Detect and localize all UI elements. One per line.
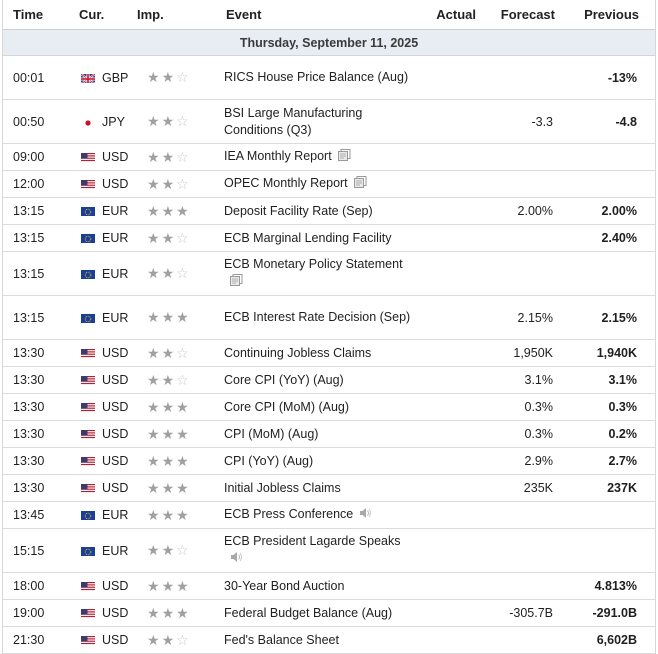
event-time: 13:30	[13, 481, 45, 495]
speaker-icon[interactable]	[230, 551, 243, 568]
importance-star-icon: ★	[147, 542, 160, 558]
currency-code: USD	[102, 633, 129, 647]
event-forecast: 0.3%	[524, 427, 553, 441]
importance-star-icon: ★	[161, 148, 175, 165]
event-previous: 2.40%	[601, 231, 637, 245]
event-name-text[interactable]: ECB President Lagarde Speaks	[224, 534, 401, 549]
table-header	[3, 0, 655, 30]
event-importance	[135, 345, 224, 362]
currency-code: EUR	[102, 508, 129, 522]
event-name[interactable]	[224, 69, 414, 86]
importance-star-icon: ★	[176, 479, 189, 496]
event-name[interactable]	[224, 632, 414, 649]
event-time: 13:15	[13, 266, 45, 281]
event-time: 00:50	[13, 114, 45, 129]
importance-star-icon: ★	[161, 113, 175, 129]
event-row[interactable]	[3, 252, 655, 296]
currency-code: EUR	[102, 204, 129, 218]
eu-flag-icon	[81, 510, 95, 520]
currency-code: USD	[102, 177, 129, 191]
currency-code: USD	[102, 427, 129, 441]
event-time: 19:00	[13, 606, 45, 620]
us-flag-icon	[81, 402, 95, 412]
event-name-text[interactable]: Core CPI (MoM) (Aug)	[224, 399, 350, 414]
importance-star-icon: ☆	[176, 69, 189, 85]
event-row[interactable]	[3, 421, 655, 448]
event-previous: 0.3%	[608, 400, 637, 414]
event-forecast: 235K	[523, 481, 553, 495]
eu-flag-icon	[81, 206, 95, 216]
importance-star-icon: ★	[161, 577, 175, 594]
event-row[interactable]	[3, 573, 655, 600]
event-rows	[3, 56, 655, 654]
event-row[interactable]	[3, 367, 655, 394]
us-flag-icon	[81, 456, 95, 466]
event-time: 13:30	[13, 400, 45, 414]
event-name[interactable]	[224, 256, 414, 290]
importance-star-icon: ☆	[176, 265, 189, 281]
event-forecast: 0.3%	[524, 400, 553, 414]
event-forecast: 2.9%	[524, 454, 553, 468]
importance-star-icon: ★	[147, 69, 160, 85]
event-name[interactable]	[224, 175, 414, 192]
header-currency[interactable]: Cur.	[79, 7, 105, 22]
speaker-icon[interactable]	[359, 507, 372, 524]
event-name[interactable]	[224, 480, 414, 497]
event-previous: 2.15%	[601, 310, 637, 325]
importance-star-icon: ★	[147, 577, 160, 594]
importance-star-icon: ★	[161, 479, 175, 496]
event-currency	[69, 71, 135, 85]
eu-flag-icon	[81, 269, 95, 279]
event-forecast: 2.15%	[517, 310, 553, 325]
event-time: 21:30	[13, 633, 45, 647]
event-currency	[69, 373, 135, 387]
event-name-text[interactable]: IEA Monthly Report	[224, 149, 332, 164]
event-currency	[69, 454, 135, 468]
currency-code: USD	[102, 150, 129, 164]
us-flag-icon	[81, 375, 95, 385]
us-flag-icon	[81, 348, 95, 358]
us-flag-icon	[81, 483, 95, 493]
importance-star-icon: ★	[176, 425, 189, 442]
event-importance	[135, 426, 224, 443]
us-flag-icon	[81, 429, 95, 439]
event-previous: 6,602B	[596, 633, 637, 647]
event-name-text[interactable]: ECB Marginal Lending Facility	[224, 230, 392, 245]
jp-flag-icon	[81, 117, 95, 127]
event-name[interactable]	[224, 230, 414, 247]
event-time: 13:30	[13, 454, 45, 468]
event-importance	[135, 542, 224, 559]
event-name-text[interactable]: Continuing Jobless Claims	[224, 345, 372, 360]
header-previous[interactable]: Previous	[584, 7, 639, 22]
event-previous: 237K	[607, 481, 637, 495]
currency-code: JPY	[102, 114, 125, 129]
currency-code: USD	[102, 373, 129, 387]
importance-star-icon: ★	[176, 398, 189, 415]
importance-star-icon: ☆	[176, 371, 189, 388]
importance-star-icon: ★	[147, 229, 160, 246]
event-importance	[135, 230, 224, 247]
event-currency	[69, 633, 135, 647]
event-row[interactable]	[3, 627, 655, 654]
importance-star-icon: ★	[147, 175, 160, 192]
header-forecast[interactable]: Forecast	[500, 7, 555, 22]
eu-flag-icon	[81, 313, 95, 323]
currency-code: EUR	[102, 266, 129, 281]
event-importance	[135, 372, 224, 389]
event-row[interactable]	[3, 475, 655, 502]
event-importance	[135, 480, 224, 497]
event-previous: 3.1%	[608, 373, 637, 387]
currency-code: USD	[102, 346, 129, 360]
event-importance	[135, 453, 224, 470]
event-row[interactable]	[3, 198, 655, 225]
importance-star-icon: ★	[161, 452, 175, 469]
currency-code: USD	[102, 606, 129, 620]
currency-code: GBP	[102, 70, 129, 85]
importance-star-icon: ★	[147, 344, 160, 361]
date-row: Thursday, September 11, 2025	[3, 30, 655, 56]
event-name[interactable]	[224, 426, 414, 443]
importance-star-icon: ★	[147, 452, 160, 469]
importance-star-icon: ★	[147, 604, 160, 621]
currency-code: USD	[102, 481, 129, 495]
event-currency	[69, 400, 135, 414]
importance-star-icon: ★	[147, 113, 160, 129]
event-currency	[69, 579, 135, 593]
importance-star-icon: ★	[161, 229, 175, 246]
event-name[interactable]	[224, 105, 414, 139]
event-currency	[69, 204, 135, 218]
us-flag-icon	[81, 635, 95, 645]
event-previous: 2.7%	[608, 454, 637, 468]
event-importance	[135, 507, 224, 524]
event-row[interactable]	[3, 340, 655, 367]
event-importance	[135, 578, 224, 595]
event-currency	[69, 231, 135, 245]
event-importance	[135, 176, 224, 193]
event-currency	[69, 177, 135, 191]
importance-star-icon: ★	[161, 425, 175, 442]
event-currency	[69, 606, 135, 620]
importance-star-icon: ★	[161, 175, 175, 192]
event-previous: 4.813%	[594, 579, 637, 593]
event-time: 13:30	[13, 427, 45, 441]
event-importance	[135, 203, 224, 220]
event-name-text[interactable]: OPEC Monthly Report	[224, 176, 348, 191]
event-currency	[69, 544, 135, 558]
event-name-text[interactable]: ECB Interest Rate Decision (Sep)	[224, 310, 411, 324]
event-importance	[135, 265, 224, 282]
currency-code: USD	[102, 400, 129, 414]
event-name-text[interactable]: Deposit Facility Rate (Sep)	[224, 203, 373, 218]
event-previous: 1,940K	[596, 346, 637, 360]
event-currency	[69, 267, 135, 281]
event-currency	[69, 481, 135, 495]
event-time: 00:01	[13, 70, 45, 85]
event-row[interactable]	[3, 56, 655, 100]
event-row[interactable]	[3, 171, 655, 198]
importance-star-icon: ★	[161, 398, 175, 415]
event-row[interactable]	[3, 394, 655, 421]
importance-star-icon: ☆	[176, 113, 189, 129]
event-row[interactable]	[3, 600, 655, 627]
event-row[interactable]	[3, 448, 655, 475]
event-name-text[interactable]: Initial Jobless Claims	[224, 480, 341, 495]
event-name-text[interactable]: ECB Press Conference	[224, 507, 354, 522]
importance-star-icon: ★	[147, 479, 160, 496]
us-flag-icon	[81, 152, 95, 162]
event-time: 15:15	[13, 543, 45, 558]
event-name[interactable]	[224, 399, 414, 416]
event-forecast: -305.7B	[509, 606, 553, 620]
report-icon[interactable]	[230, 274, 243, 291]
importance-star-icon: ★	[161, 69, 175, 85]
currency-code: USD	[102, 454, 129, 468]
currency-code: EUR	[102, 543, 129, 558]
event-currency	[69, 115, 135, 129]
event-name[interactable]	[224, 148, 414, 165]
importance-star-icon: ★	[161, 542, 175, 558]
event-currency	[69, 311, 135, 325]
us-flag-icon	[81, 581, 95, 591]
event-name-text[interactable]: ECB Monetary Policy Statement	[224, 257, 403, 272]
event-time: 13:45	[13, 508, 45, 522]
header-actual[interactable]: Actual	[436, 7, 476, 22]
event-row[interactable]	[3, 502, 655, 529]
event-forecast: 2.00%	[517, 204, 553, 218]
event-forecast: 1,950K	[513, 346, 553, 360]
event-importance	[135, 113, 224, 130]
importance-star-icon: ★	[147, 309, 160, 325]
economic-calendar	[2, 0, 656, 654]
importance-star-icon: ★	[176, 604, 189, 621]
event-name[interactable]	[224, 372, 414, 389]
event-time: 13:30	[13, 373, 45, 387]
event-time: 18:00	[13, 579, 45, 593]
event-name[interactable]	[224, 453, 414, 470]
header-importance[interactable]: Imp.	[137, 7, 164, 22]
event-previous: -4.8	[615, 114, 637, 129]
importance-star-icon: ★	[147, 148, 160, 165]
event-forecast: -3.3	[531, 114, 553, 129]
importance-star-icon: ★	[176, 202, 189, 219]
currency-code: USD	[102, 579, 129, 593]
event-previous: 0.2%	[608, 427, 637, 441]
header-event[interactable]: Event	[226, 7, 262, 22]
event-currency	[69, 427, 135, 441]
event-row[interactable]	[3, 225, 655, 252]
currency-code: EUR	[102, 231, 129, 245]
importance-star-icon: ★	[176, 577, 189, 594]
event-time: 13:15	[13, 231, 45, 245]
report-icon[interactable]	[354, 176, 367, 193]
event-name[interactable]	[224, 309, 414, 326]
event-importance	[135, 605, 224, 622]
event-row[interactable]	[3, 529, 655, 573]
importance-star-icon: ★	[176, 506, 189, 523]
event-row[interactable]	[3, 296, 655, 340]
importance-star-icon: ★	[176, 452, 189, 469]
importance-star-icon: ★	[147, 265, 160, 281]
event-previous: -13%	[607, 70, 637, 85]
importance-star-icon: ★	[161, 506, 175, 523]
event-name-text[interactable]: Fed's Balance Sheet	[224, 632, 339, 647]
event-row[interactable]	[3, 100, 655, 144]
event-name-text[interactable]: RICS House Price Balance (Aug)	[224, 70, 409, 84]
event-time: 12:00	[13, 177, 45, 191]
importance-star-icon: ★	[147, 506, 160, 523]
importance-star-icon: ★	[161, 371, 175, 388]
event-name[interactable]	[224, 506, 414, 523]
event-name-text[interactable]: 30-Year Bond Auction	[224, 578, 345, 593]
event-name[interactable]	[224, 605, 414, 622]
importance-star-icon: ★	[176, 309, 189, 325]
event-importance	[135, 149, 224, 166]
event-name-text[interactable]: CPI (YoY) (Aug)	[224, 453, 314, 468]
event-forecast: 3.1%	[524, 373, 553, 387]
importance-star-icon: ★	[147, 631, 160, 648]
event-row[interactable]	[3, 144, 655, 171]
importance-star-icon: ☆	[176, 148, 189, 165]
event-name-text[interactable]: Federal Budget Balance (Aug)	[224, 605, 393, 620]
importance-star-icon: ★	[161, 309, 175, 325]
importance-star-icon: ☆	[176, 542, 189, 558]
event-name[interactable]	[224, 345, 414, 362]
event-name-text[interactable]: CPI (MoM) (Aug)	[224, 426, 319, 441]
event-time: 13:15	[13, 204, 45, 218]
event-name-text[interactable]: BSI Large Manufacturing Conditions (Q3)	[224, 105, 363, 137]
eu-flag-icon	[81, 233, 95, 243]
importance-star-icon: ★	[161, 202, 175, 219]
event-currency	[69, 508, 135, 522]
event-time: 09:00	[13, 150, 45, 164]
importance-star-icon: ★	[161, 344, 175, 361]
header-time[interactable]: Time	[13, 7, 44, 22]
importance-star-icon: ☆	[176, 344, 189, 361]
event-name[interactable]	[224, 533, 414, 567]
us-flag-icon	[81, 608, 95, 618]
gb-flag-icon	[81, 73, 95, 83]
eu-flag-icon	[81, 546, 95, 556]
importance-star-icon: ★	[161, 604, 175, 621]
importance-star-icon: ★	[161, 265, 175, 281]
event-importance	[135, 309, 224, 326]
importance-star-icon: ★	[147, 371, 160, 388]
event-time: 13:15	[13, 310, 45, 325]
event-currency	[69, 150, 135, 164]
event-importance	[135, 69, 224, 86]
event-time: 13:30	[13, 346, 45, 360]
report-icon[interactable]	[338, 149, 351, 166]
event-importance	[135, 632, 224, 649]
event-name[interactable]	[224, 203, 414, 220]
importance-star-icon: ☆	[176, 175, 189, 192]
importance-star-icon: ★	[147, 398, 160, 415]
importance-star-icon: ★	[161, 631, 175, 648]
importance-star-icon: ☆	[176, 631, 189, 648]
event-currency	[69, 346, 135, 360]
event-name-text[interactable]: Core CPI (YoY) (Aug)	[224, 372, 344, 387]
event-previous: -291.0B	[592, 606, 637, 620]
importance-star-icon: ★	[147, 202, 160, 219]
event-previous: 2.00%	[601, 204, 637, 218]
importance-star-icon: ☆	[176, 229, 189, 246]
importance-star-icon: ★	[147, 425, 160, 442]
currency-code: EUR	[102, 310, 129, 325]
event-importance	[135, 399, 224, 416]
us-flag-icon	[81, 179, 95, 189]
event-name[interactable]	[224, 578, 414, 595]
